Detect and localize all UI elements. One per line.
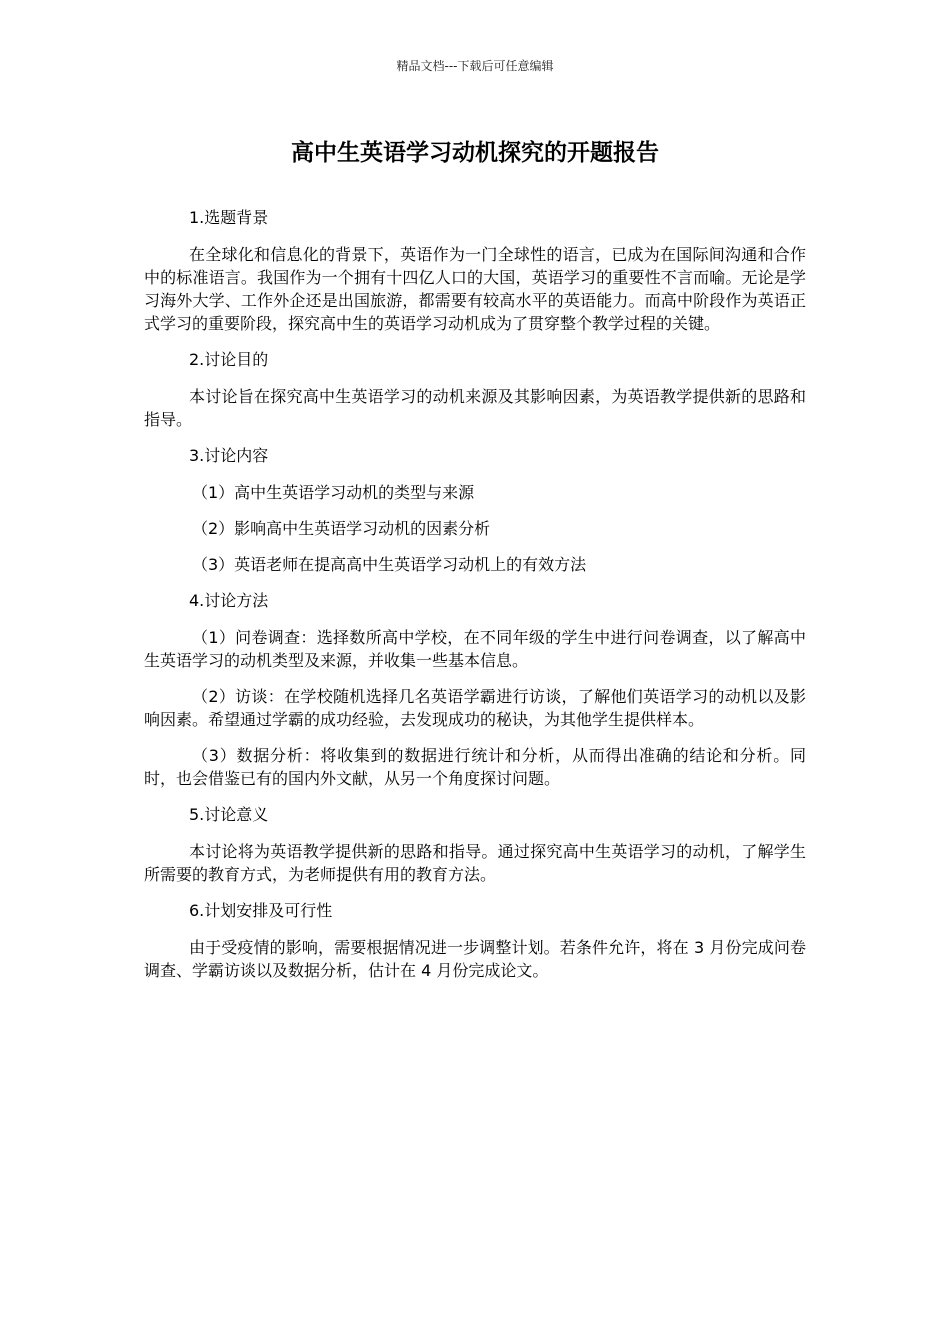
- list-item: （2）访谈：在学校随机选择几名英语学霸进行访谈，了解他们英语学习的动机以及影响因素。希望通过学霸的成功经验，去发现成功的秘诀，为其他学生提供样本。: [144, 687, 806, 729]
- list-item: （3）数据分析：将收集到的数据进行统计和分析，从而得出准确的结论和分析。同时，也会借鉴已有的国内外文献，从另一个角度探讨问题。: [144, 746, 806, 788]
- paragraph-significance: 本讨论将为英语教学提供新的思路和指导。通过探究高中生英语学习的动机，了解学生所需要的教育方式，为老师提供有用的教育方法。: [144, 842, 806, 884]
- section-heading-plan: 6.计划安排及可行性: [189, 901, 333, 920]
- list-item: （1）问卷调查：选择数所高中学校，在不同年级的学生中进行问卷调查，以了解高中生英语学习的动机类型及来源，并收集一些基本信息。: [144, 628, 806, 670]
- page-header: 精品文档---下载后可任意编辑: [396, 59, 554, 73]
- document-body: [144, 206, 806, 995]
- list-item: （1）高中生英语学习动机的类型与来源: [192, 483, 475, 502]
- section-heading-significance: 5.讨论意义: [189, 805, 269, 824]
- paragraph-purpose: 本讨论旨在探究高中生英语学习的动机来源及其影响因素，为英语教学提供新的思路和指导。: [144, 387, 806, 429]
- document-title: 高中生英语学习动机探究的开题报告: [291, 140, 659, 166]
- section-heading-purpose: 2.讨论目的: [189, 350, 269, 369]
- list-item: （2）影响高中生英语学习动机的因素分析: [192, 519, 491, 538]
- section-heading-methods: 4.讨论方法: [189, 591, 269, 610]
- list-item: （3）英语老师在提高高中生英语学习动机上的有效方法: [192, 555, 587, 574]
- paragraph-background: 在全球化和信息化的背景下，英语作为一门全球性的语言，已成为在国际间沟通和合作中的标准语言。我国作为一个拥有十四亿人口的大国，英语学习的重要性不言而喻。无论是学习海外大学、工作外企还是出国旅游，都需要有较高水平的英语能力。而高中阶段作为英语正式学习的重要阶段，探究高中生的英语学习动机成为了贯穿整个教学过程的关键。: [144, 245, 806, 333]
- paragraph-plan: 由于受疫情的影响，需要根据情况进一步调整计划。若条件允许，将在 3 月份完成问卷调查、学霸访谈以及数据分析，估计在 4 月份完成论文。: [144, 938, 806, 980]
- section-heading-content: 3.讨论内容: [189, 446, 269, 465]
- section-heading-background: 1.选题背景: [189, 208, 269, 227]
